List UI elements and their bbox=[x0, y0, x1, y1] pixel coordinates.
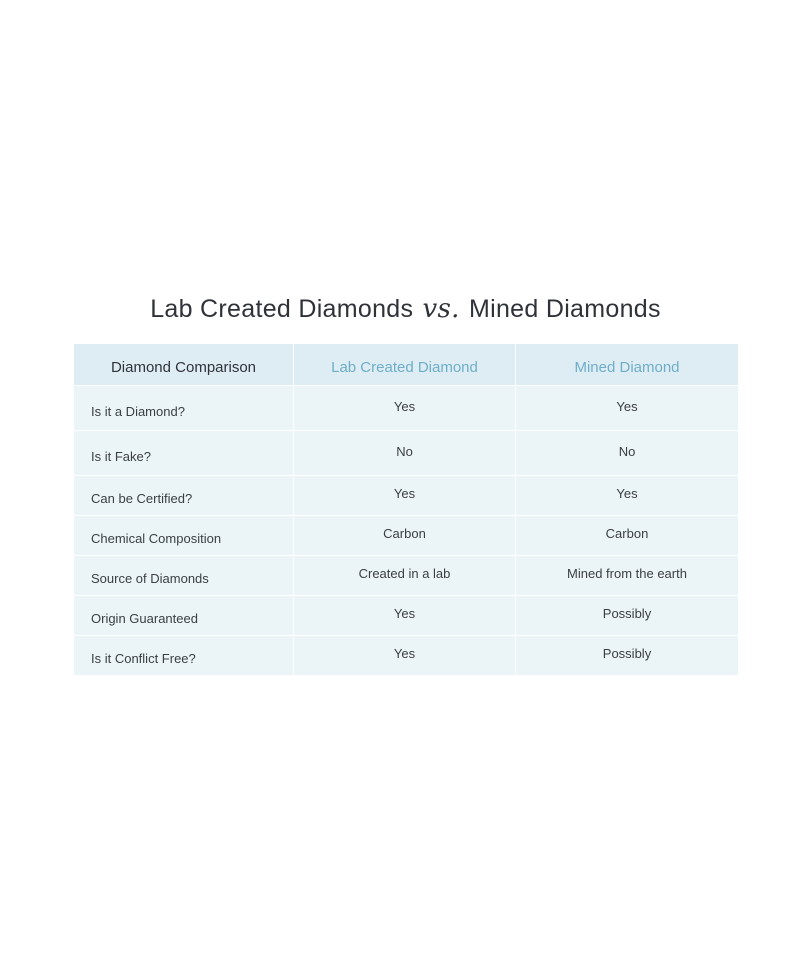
title-part-mined: Mined Diamonds bbox=[469, 295, 661, 323]
lab-value: Yes bbox=[294, 596, 516, 636]
mined-value: Mined from the earth bbox=[516, 556, 738, 596]
page-title bbox=[0, 294, 800, 324]
lab-value: Carbon bbox=[294, 516, 516, 556]
title-vs: vs. bbox=[422, 294, 460, 324]
row-label: Origin Guaranteed bbox=[74, 596, 294, 636]
header-mined-diamond: Mined Diamond bbox=[516, 344, 738, 386]
header-diamond-comparison: Diamond Comparison bbox=[74, 344, 294, 386]
row-label: Is it Conflict Free? bbox=[74, 636, 294, 676]
row-label: Is it Fake? bbox=[74, 431, 294, 476]
row-label: Is it a Diamond? bbox=[74, 386, 294, 431]
mined-value: Yes bbox=[516, 386, 738, 431]
lab-value: No bbox=[294, 431, 516, 476]
row-label: Chemical Composition bbox=[74, 516, 294, 556]
mined-value: Yes bbox=[516, 476, 738, 516]
comparison-table bbox=[74, 344, 738, 676]
lab-value: Yes bbox=[294, 476, 516, 516]
mined-value: Possibly bbox=[516, 596, 738, 636]
mined-value: No bbox=[516, 431, 738, 476]
title-part-lab: Lab Created Diamonds bbox=[150, 295, 414, 323]
lab-value: Yes bbox=[294, 636, 516, 676]
mined-value: Carbon bbox=[516, 516, 738, 556]
row-label: Can be Certified? bbox=[74, 476, 294, 516]
lab-value: Yes bbox=[294, 386, 516, 431]
lab-value: Created in a lab bbox=[294, 556, 516, 596]
row-label: Source of Diamonds bbox=[74, 556, 294, 596]
mined-value: Possibly bbox=[516, 636, 738, 676]
header-lab-created-diamond: Lab Created Diamond bbox=[294, 344, 516, 386]
